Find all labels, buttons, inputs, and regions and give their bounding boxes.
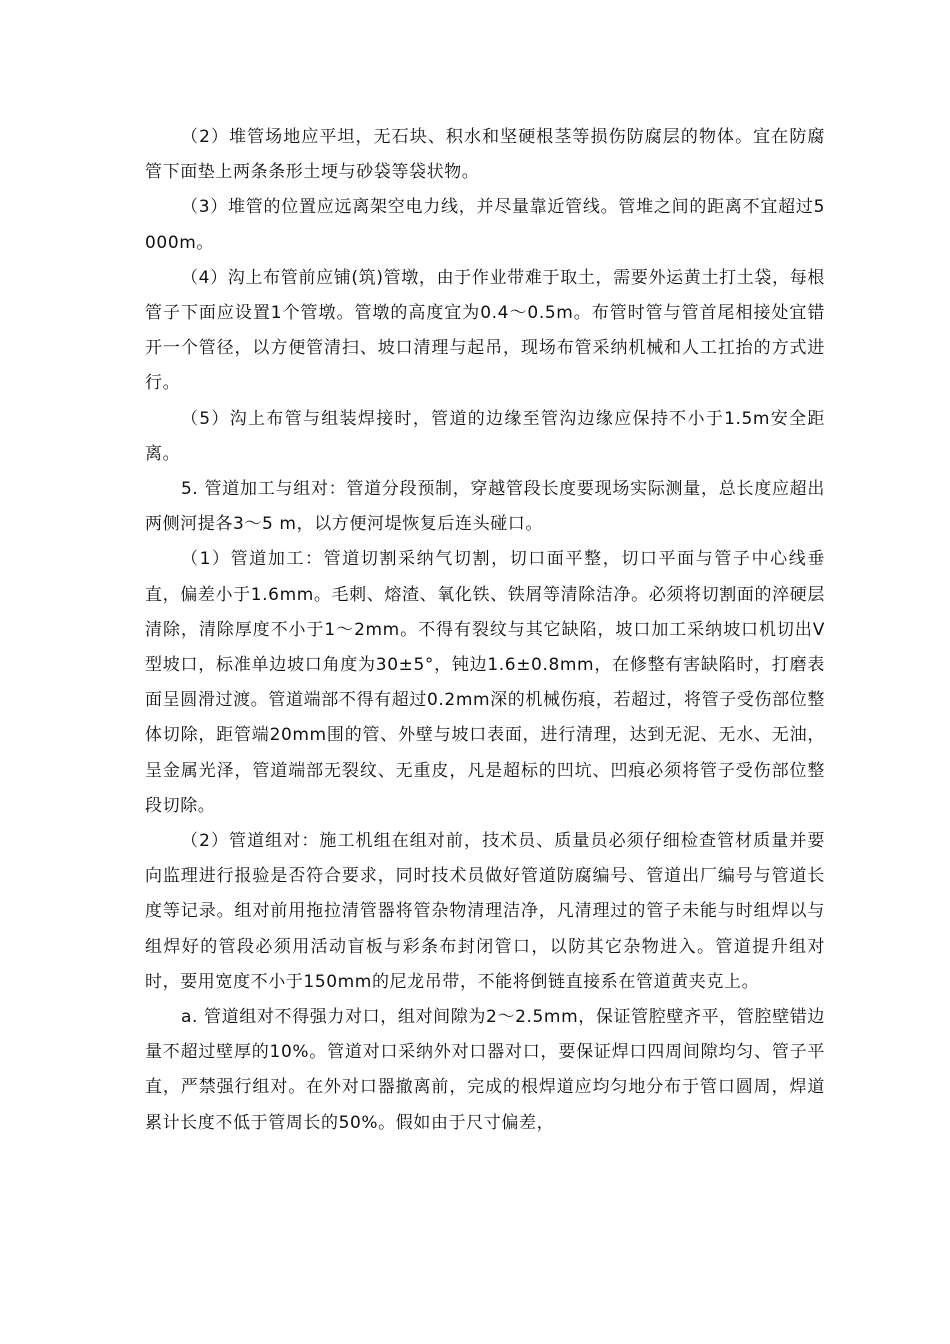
document-body xyxy=(145,120,825,1141)
paragraph-pipe-processing: （1）管道加工：管道切割采纳气切割，切口面平整，切口平面与管子中心线垂直，偏差小于1.6mm。毛刺、熔渣、氧化铁、铁屑等清除洁净。必须将切割面的淬硬层清除，清除厚度不小于1～2mm。不得有裂纹与其它缺陷，坡口加工采纳坡口机切出V型坡口，标准单边坡口角度为30±5°，钝边1.6±0.8mm，在修整有害缺陷时，打磨表面呈圆滑过渡。管道端部不得有超过0.2mm深的机械伤痕，若超过，将管子受伤部位整体切除，距管端20mm围的管、外壁与坡口表面，进行清理，达到无泥、无水、无油，呈金属光泽，管道端部无裂纹、无重皮，凡是超标的凹坑、凹痕必须将管子受伤部位整段切除。 xyxy=(145,549,825,816)
paragraph-pipe-yard-ground: （2）堆管场地应平坦，无石块、积水和坚硬根茎等损伤防腐层的物体。宜在防腐管下面垫上两条条形土埂与砂袋等袋状物。 xyxy=(145,127,825,183)
paragraph-pipe-assembly: （2）管道组对：施工机组在组对前，技术员、质量员必须仔细检查管材质量并要向监理进行报验是否符合要求，同时技术员做好管道防腐编号、管道出厂编号与管道长度等记录。组对前用拖拉清管器将管杂物清理洁净，凡清理过的管子未能与时组焊以与组焊好的管段必须用活动盲板与彩条布封闭管口，以防其它杂物进入。管道提升组对时，要用宽度不小于150mm的尼龙吊带，不能将倒链直接系在管道黄夹克上。 xyxy=(145,831,825,992)
paragraph-safety-distance: （5）沟上布管与组装焊接时，管道的边缘至管沟边缘应保持不小于1.5m安全距离。 xyxy=(145,408,825,464)
paragraph-section-5-heading: 5. 管道加工与组对：管道分段预制，穿越管段长度要现场实际测量，总长度应超出两侧河提各3～5 m，以方便河堤恢复后连头碰口。 xyxy=(145,479,825,535)
paragraph-pipe-yard-location: （3）堆管的位置应远离架空电力线，并尽量靠近管线。管堆之间的距离不宜超过5000m。 xyxy=(145,197,825,253)
paragraph-pipe-pier: （4）沟上布管前应铺(筑)管墩，由于作业带难于取土，需要外运黄土打土袋，每根管子下面应设置1个管墩。管墩的高度宜为0.4～0.5m。布管时管与管首尾相接处宜错开一个管径，以方便管清扫、坡口清理与起吊，现场布管采纳机械和人工扛抬的方式进行。 xyxy=(145,267,825,394)
paragraph-assembly-item-a: a. 管道组对不得强力对口，组对间隙为2～2.5mm，保证管腔壁齐平，管腔壁错边量不超过壁厚的10%。管道对口采纳外对口器对口，要保证焊口四周间隙均匀、管子平直，严禁强行组对。在外对口器撤离前，完成的根焊道应均匀地分布于管口圆周，焊道累计长度不低于管周长的50%。假如由于尺寸偏差， xyxy=(145,1007,825,1133)
